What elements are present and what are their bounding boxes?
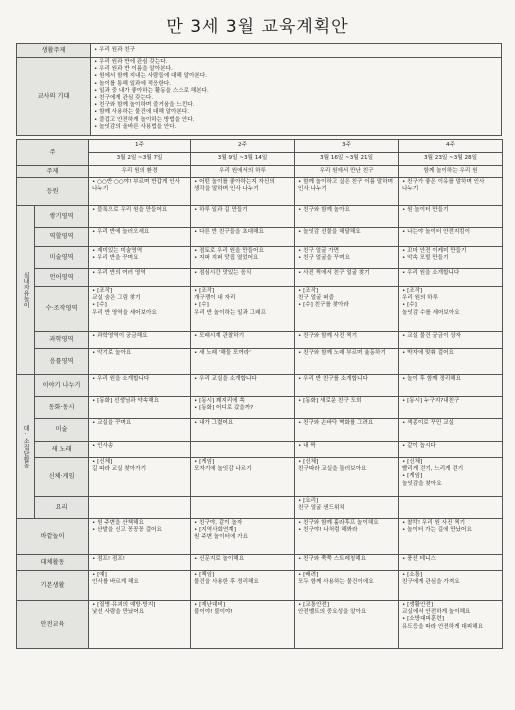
free-play-cell: • 꼬마 안전 이케미 만들기 • 악속 모빌 만들기 <box>399 247 503 269</box>
basic-life-label: 기본생활 <box>17 571 89 601</box>
group-activity-cell: • [요리] 친구 얼굴 샌드위치 <box>295 497 399 519</box>
week-name: 3주 <box>295 140 399 153</box>
free-play-cell: • 하루 일과 길 만들기 <box>191 206 295 228</box>
week-dates: 3월 9일 ~3월 14일 <box>191 153 295 166</box>
safety-cell: • [생활안전] 교실에서 안전하게 놀이해요 • [소방대피훈련] 유도등을 따라 안전하게 대피해요 <box>399 601 503 649</box>
subject-value: 우리 원에서의 하루 <box>191 166 295 178</box>
free-play-cell: • 재미있는 미술영역 • 우리 반을 꾸며요 <box>89 247 191 269</box>
group-activity-cell: • [동시] 누구지?내친구 <box>399 397 503 419</box>
group-activity-group-label <box>17 375 35 519</box>
group-activity-cell: • 같이 놉시다 <box>399 442 503 458</box>
arrival-cell: • 어떤 놀이를 좋아하는지 자신의 생각을 말하며 인사 나누기 <box>191 178 295 206</box>
outdoor-cell: • 친구와 함께 훌라후프 놀이해요 • 친구야! 나처럼 해봐라 <box>295 519 399 555</box>
group-activity-cell: • 우리 원을 소개합니다 <box>89 375 191 397</box>
safety-cell: • [질병·유괴의 예방·방지] 낯선 사람을 만났어요 <box>89 601 191 649</box>
free-play-cell: • 우리 반의 여러 영역 <box>89 269 191 287</box>
free-play-cell: • 친구 얼굴 가면 • 친구 얼굴을 꾸며요 <box>295 247 399 269</box>
basic-life-cell: • [소통] 친구에게 관심을 가져요 <box>399 571 503 601</box>
free-play-area-label: 쌓기영역 <box>35 206 89 228</box>
table-row <box>17 571 503 601</box>
free-play-cell: • 교실 물건 궁금이 상자 <box>399 332 503 349</box>
group-activity-cell: • [신체] 친구따라 교실을 둘러보아요 <box>295 458 399 497</box>
free-play-cell: • 놀잇감 선물을 해달해요 <box>295 228 399 247</box>
group-activity-cell: • 우리 교실을 소개합니다 <box>191 375 295 397</box>
table-row <box>17 206 503 228</box>
table-row <box>17 228 503 247</box>
table-row <box>17 178 503 206</box>
table-row <box>17 519 503 555</box>
safety-cell: • [재난대비] 불이야! 불이야! <box>191 601 295 649</box>
basic-life-cell: • [예] 인사를 바르게 해요 <box>89 571 191 601</box>
free-play-cell: • 우리 반에 놀러오세요 <box>89 228 191 247</box>
table-row <box>17 349 503 375</box>
subject-value: 우리 원에서 만난 친구 <box>295 166 399 178</box>
free-play-cell: • [조작] 개구쟁이 내 자리 • [수] 우리 반 놀이하는 일과 그래프 <box>191 287 295 332</box>
table-row <box>17 458 503 497</box>
safety-label: 안전교육 <box>17 601 89 649</box>
arrival-cell: • 친구가 좋은 이유를 말하며 인사 나누기 <box>399 178 503 206</box>
subject-label: 주제 <box>17 166 89 178</box>
goal-item: • 일과 중 내가 좋아하는 활동을 스스로 해본다. <box>94 87 209 94</box>
group-activity-cell: • 인사송 <box>89 442 191 458</box>
table-row <box>17 153 503 166</box>
table-row <box>17 287 503 332</box>
free-play-cell: • 원 놀이터 만들기 <box>399 206 503 228</box>
goal-item: • 즐겁고 안전하게 놀이하는 방법을 안다. <box>94 116 195 123</box>
group-activity-group-text: 대·소집단활동 <box>22 425 30 468</box>
basic-life-cell: • [책임] 물건을 사용한 후 정리해요 <box>191 571 295 601</box>
free-play-cell: • 박자에 맞춰 걸어요 <box>399 349 503 375</box>
group-activity-area-label: 미술 <box>35 419 89 442</box>
group-activity-cell: • [게임] 모자기에 놀잇감 나르기 <box>191 458 295 497</box>
outdoor-cell: • 찰칵! 우리 원 사진 찍기 • 놀이터 가는 길에 만났어요 <box>399 519 503 555</box>
week-dates: 3월 23일 ~3월 28일 <box>399 153 503 166</box>
outdoor-cell: • 원 주변을 산책해요 • 산발을 신고 꽁꽁꽁 걸어요 <box>89 519 191 555</box>
free-play-cell: • 점심시간 맛있는 음식 <box>191 269 295 287</box>
theme-value: • 우리 원과 친구 <box>91 44 502 58</box>
free-play-cell: • 모래시계 관찰하기 <box>191 332 295 349</box>
group-activity-area-label: 신체·게임 <box>35 458 89 497</box>
group-activity-cell <box>191 497 295 519</box>
group-activity-area-label: 새 노래 <box>35 442 89 458</box>
free-play-area-label: 음률영역 <box>35 349 89 375</box>
alternative-activity-cell: • 풍선 테니스 <box>399 555 503 571</box>
goal-item: • 놀잇감의 올바른 사용법을 안다. <box>94 123 177 130</box>
free-play-cell: • 다른 반 친구들을 초대해요 <box>191 228 295 247</box>
subject-value: 함께 놀이하는 우리 원 <box>399 166 503 178</box>
week-label: 주 <box>17 140 89 166</box>
basic-life-cell: • [배려] 모두 함께 사용하는 물건이에요 <box>295 571 399 601</box>
table-row <box>17 140 503 153</box>
free-play-cell: • 우리 원을 소개합니다 <box>399 269 503 287</box>
free-play-area-label: 수·조작영역 <box>35 287 89 332</box>
free-play-cell: • [조작] 우리 원의 하루 • [수] 놀잇감 수를 세어보아요 <box>399 287 503 332</box>
goal-item: • 함께 사용하는 물건에 대해 알아본다. <box>94 109 190 116</box>
group-activity-cell: • 놀이 후 함께 정리해요 <box>399 375 503 397</box>
free-play-group-text: 실내자유놀이 <box>22 272 30 308</box>
group-activity-cell: • 색종이로 꾸민 교실 <box>399 419 503 442</box>
goals-label: 교사의 기대 <box>17 58 91 136</box>
table-row <box>17 419 503 442</box>
group-activity-cell <box>399 497 503 519</box>
free-play-cell: • 나는야 놀이터 안전지킴이 <box>399 228 503 247</box>
page-title: 만 3세 3월 교육계획안 <box>166 17 349 37</box>
free-play-cell: • 새 노래 '해들 모여라' <box>191 349 295 375</box>
group-activity-cell: • [동화] 선생님과 약속해요 <box>89 397 191 419</box>
free-play-group-label <box>17 206 35 375</box>
group-activity-cell: • [동시] 꽤지리에 쏙 • [동화] 어디로 갔을까? <box>191 397 295 419</box>
table-row <box>17 375 503 397</box>
weekly-plan-table <box>16 139 503 649</box>
outdoor-cell: • 친구야, 같이 놀자 • [지역사회연계] 원 주변 놀이터에 가요 <box>191 519 295 555</box>
group-activity-area-label: 이야기 나누기 <box>35 375 89 397</box>
goal-item: • 우리 원과 반에 관심 갖는다. <box>94 59 168 65</box>
table-row <box>17 497 503 519</box>
goals-list <box>91 58 502 136</box>
alternative-activity-cell: • 친구와 쭉쭉 스트레칭해요 <box>295 555 399 571</box>
table-row <box>17 397 503 419</box>
group-activity-cell <box>89 497 191 519</box>
group-activity-cell: • 내 짝 <box>295 442 399 458</box>
free-play-cell: • 점토로 우리 원을 만들어요 • 지퍼 지퍼 맛집 열었어요 <box>191 247 295 269</box>
group-activity-cell: • 내가 그렸어요 <box>191 419 295 442</box>
alternative-activity-cell: • 점프! 점프! <box>89 555 191 571</box>
group-activity-cell: • [동화] 새로운 친구 도희 <box>295 397 399 419</box>
free-play-cell: • [조작] 교실 숨은 그림 찾기 • [수] 우리 반 영역을 세어보아요 <box>89 287 191 332</box>
table-row <box>17 555 503 571</box>
arrival-cell: • ○○반 ○○야! 부르며 반갑게 인사 나누기 <box>89 178 191 206</box>
goal-item: • 친구에게 관심 갖는다. <box>94 95 154 102</box>
safety-cell: • [교통안전] 안전벨트의 중요성을 알아요 <box>295 601 399 649</box>
free-play-cell: • 사진 찍에서 친구 얼굴 찾기 <box>295 269 399 287</box>
group-activity-cell: • [신체] 빨리게 걷기, 느리게 걷기 • [게임] 놀잇감을 찾아요 <box>399 458 503 497</box>
week-name: 4주 <box>399 140 503 153</box>
free-play-area-label: 역할영역 <box>35 228 89 247</box>
free-play-area-label: 언어영역 <box>35 269 89 287</box>
free-play-cell: • 과학영역이 궁금해요 <box>89 332 191 349</box>
alternative-activity-label: 대체활동 <box>17 555 89 571</box>
goal-item: • 놀이를 통해 일과에 적응한다. <box>94 80 172 87</box>
arrival-cell: • 함께 놀이하고 싶은 친구 이름 말하며 인사 나누기 <box>295 178 399 206</box>
table-row <box>17 269 503 287</box>
goals-table <box>16 43 502 136</box>
outdoor-label: 바깥놀이 <box>17 519 89 555</box>
table-row <box>17 332 503 349</box>
free-play-cell: • 악기로 놀아요 <box>89 349 191 375</box>
group-activity-area-label: 동화·동시 <box>35 397 89 419</box>
free-play-cell: • 블록으로 우리 원을 만들어요 <box>89 206 191 228</box>
free-play-cell: • 친구와 함께 사진 찍기 <box>295 332 399 349</box>
arrival-label: 등원 <box>17 178 89 206</box>
free-play-area-label: 미술영역 <box>35 247 89 269</box>
table-row <box>17 601 503 649</box>
free-play-cell: • 친구와 함께 놀아요 <box>295 206 399 228</box>
group-activity-area-label: 요리 <box>35 497 89 519</box>
alternative-activity-cell: • 신문지로 놀이해요 <box>191 555 295 571</box>
goal-item: • 원에서 함께 지내는 사람들에 대해 알아본다. <box>94 73 208 80</box>
goal-item: • 우리 원과 반 이름을 알아본다. <box>94 66 173 73</box>
free-play-area-label: 과학영역 <box>35 332 89 349</box>
table-row <box>17 166 503 178</box>
table-row <box>17 247 503 269</box>
week-name: 2주 <box>191 140 295 153</box>
subject-value: 우리 원의 환경 <box>89 166 191 178</box>
group-activity-cell <box>191 442 295 458</box>
week-dates: 3월 2일 ~3월 7일 <box>89 153 191 166</box>
theme-label: 생활주제 <box>17 44 91 58</box>
group-activity-cell: • 친구와 손바닥 벽화를 그려요 <box>295 419 399 442</box>
group-activity-cell: • 우리 반 친구를 소개합니다 <box>295 375 399 397</box>
week-dates: 3월 16일 ~3월 21일 <box>295 153 399 166</box>
free-play-cell: • [조작] 친구 얼굴 퍼즐 • [수] 친구를 찾아라 <box>295 287 399 332</box>
table-row <box>17 442 503 458</box>
goal-item: • 친구와 함께 놀이하며 즐거움을 느낀다. <box>94 102 195 109</box>
week-name: 1주 <box>89 140 191 153</box>
group-activity-cell: • [신체] 길 따라 교실 찾아가기 <box>89 458 191 497</box>
group-activity-cell: • 교실을 꾸며요 <box>89 419 191 442</box>
free-play-cell: • 친구와 함께 노래 부르며 율동하기 <box>295 349 399 375</box>
